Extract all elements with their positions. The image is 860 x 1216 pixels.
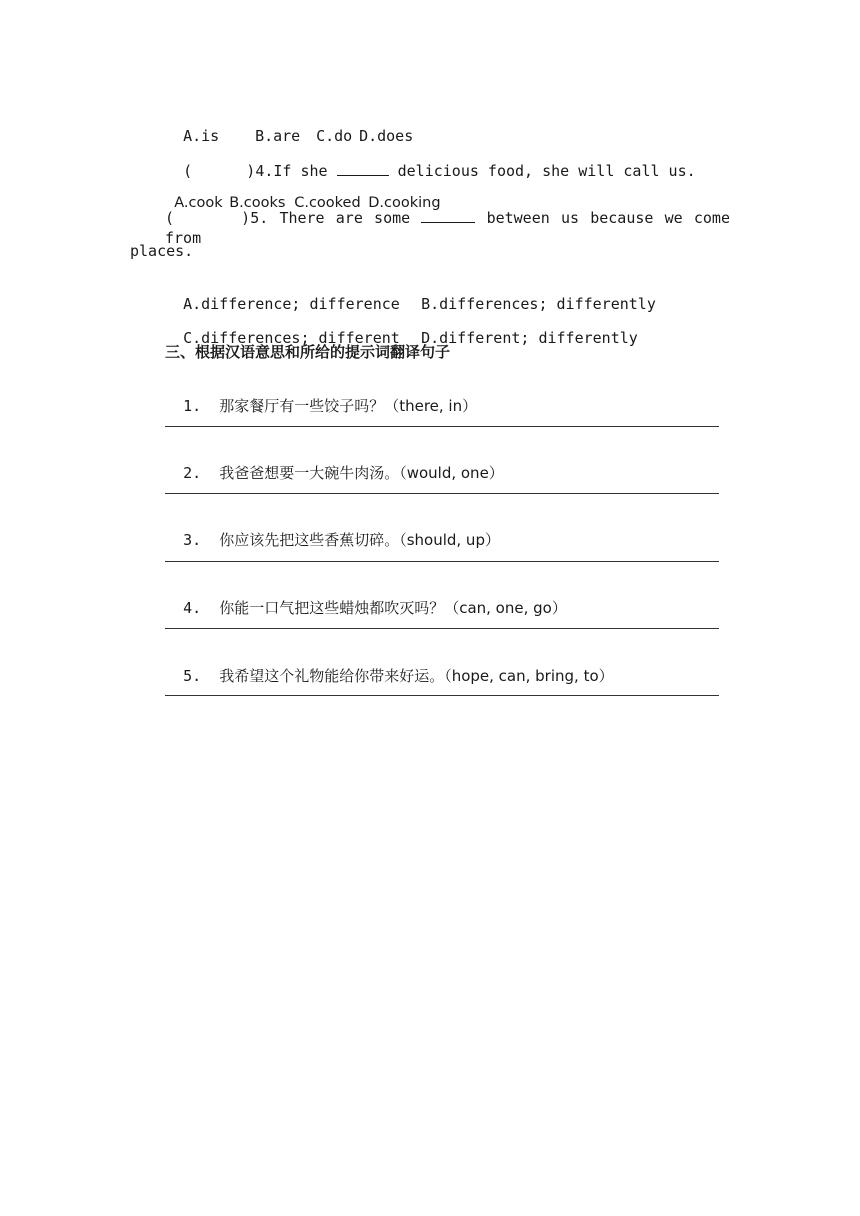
item-hint: （can, one, go）	[444, 599, 567, 617]
q5-text-before: There are some	[279, 209, 411, 227]
q3-option-a: A.is	[183, 127, 220, 145]
answer-line-5[interactable]	[165, 695, 719, 696]
answer-line-3[interactable]	[165, 561, 719, 562]
item-number: 1.	[183, 397, 202, 415]
item-hint: （would, one）	[399, 464, 504, 482]
q4-bracket: ( )	[183, 162, 256, 180]
item-chinese: 你能一口气把这些蜡烛都吹灭吗？	[219, 599, 445, 617]
q5-option-d: D.different; differently	[421, 329, 638, 347]
q5-bracket: ( )	[165, 209, 251, 227]
item-number: 2.	[183, 464, 202, 482]
section-3-title: 三、根据汉语意思和所给的提示词翻译句子	[165, 343, 451, 361]
q5-text-after: between us because we come from	[165, 209, 730, 247]
item-number: 4.	[183, 599, 202, 617]
translation-item-2	[165, 443, 504, 483]
item-number: 3.	[183, 531, 202, 549]
q5-option-c: C.differences; different	[183, 329, 400, 347]
item-hint: （hope, can, bring, to）	[444, 667, 614, 685]
item-chinese: 你应该先把这些香蕉切碎。	[219, 531, 400, 549]
q3-option-c: C.do	[316, 127, 353, 145]
q5-option-b: B.differences; differently	[421, 295, 656, 313]
q4-option-a: A.cook	[174, 195, 223, 211]
translation-item-1	[165, 376, 477, 416]
q5-option-a: A.difference; difference	[183, 295, 400, 313]
translation-item-4	[165, 578, 567, 618]
answer-line-2[interactable]	[165, 493, 719, 494]
q4-text-after: delicious food, she will call us.	[397, 162, 696, 180]
q4-option-c: C.cooked	[294, 195, 361, 211]
q3-option-b: B.are	[255, 127, 301, 145]
q5-continuation: places.	[130, 242, 194, 260]
translation-item-3	[165, 510, 500, 550]
q5-blank	[421, 207, 475, 223]
item-chinese: 我希望这个礼物能给你带来好运。	[219, 667, 445, 685]
item-chinese: 那家餐厅有一些饺子吗？	[219, 397, 385, 415]
q4-number: 4.	[255, 162, 274, 180]
answer-line-1[interactable]	[165, 426, 719, 427]
item-chinese: 我爸爸想要一大碗牛肉汤。	[219, 464, 400, 482]
item-hint: （there, in）	[384, 397, 478, 415]
translation-item-5	[165, 646, 614, 686]
q4-option-d: D.cooking	[368, 195, 441, 211]
item-number: 5.	[183, 667, 202, 685]
item-hint: （should, up）	[399, 531, 500, 549]
q5-number: 5.	[250, 209, 269, 227]
q4-option-b: B.cooks	[229, 195, 286, 211]
q5-stem	[165, 207, 730, 248]
q3-option-d: D.does	[359, 127, 414, 145]
answer-line-4[interactable]	[165, 628, 719, 629]
q4-text-before: If she	[273, 162, 328, 180]
